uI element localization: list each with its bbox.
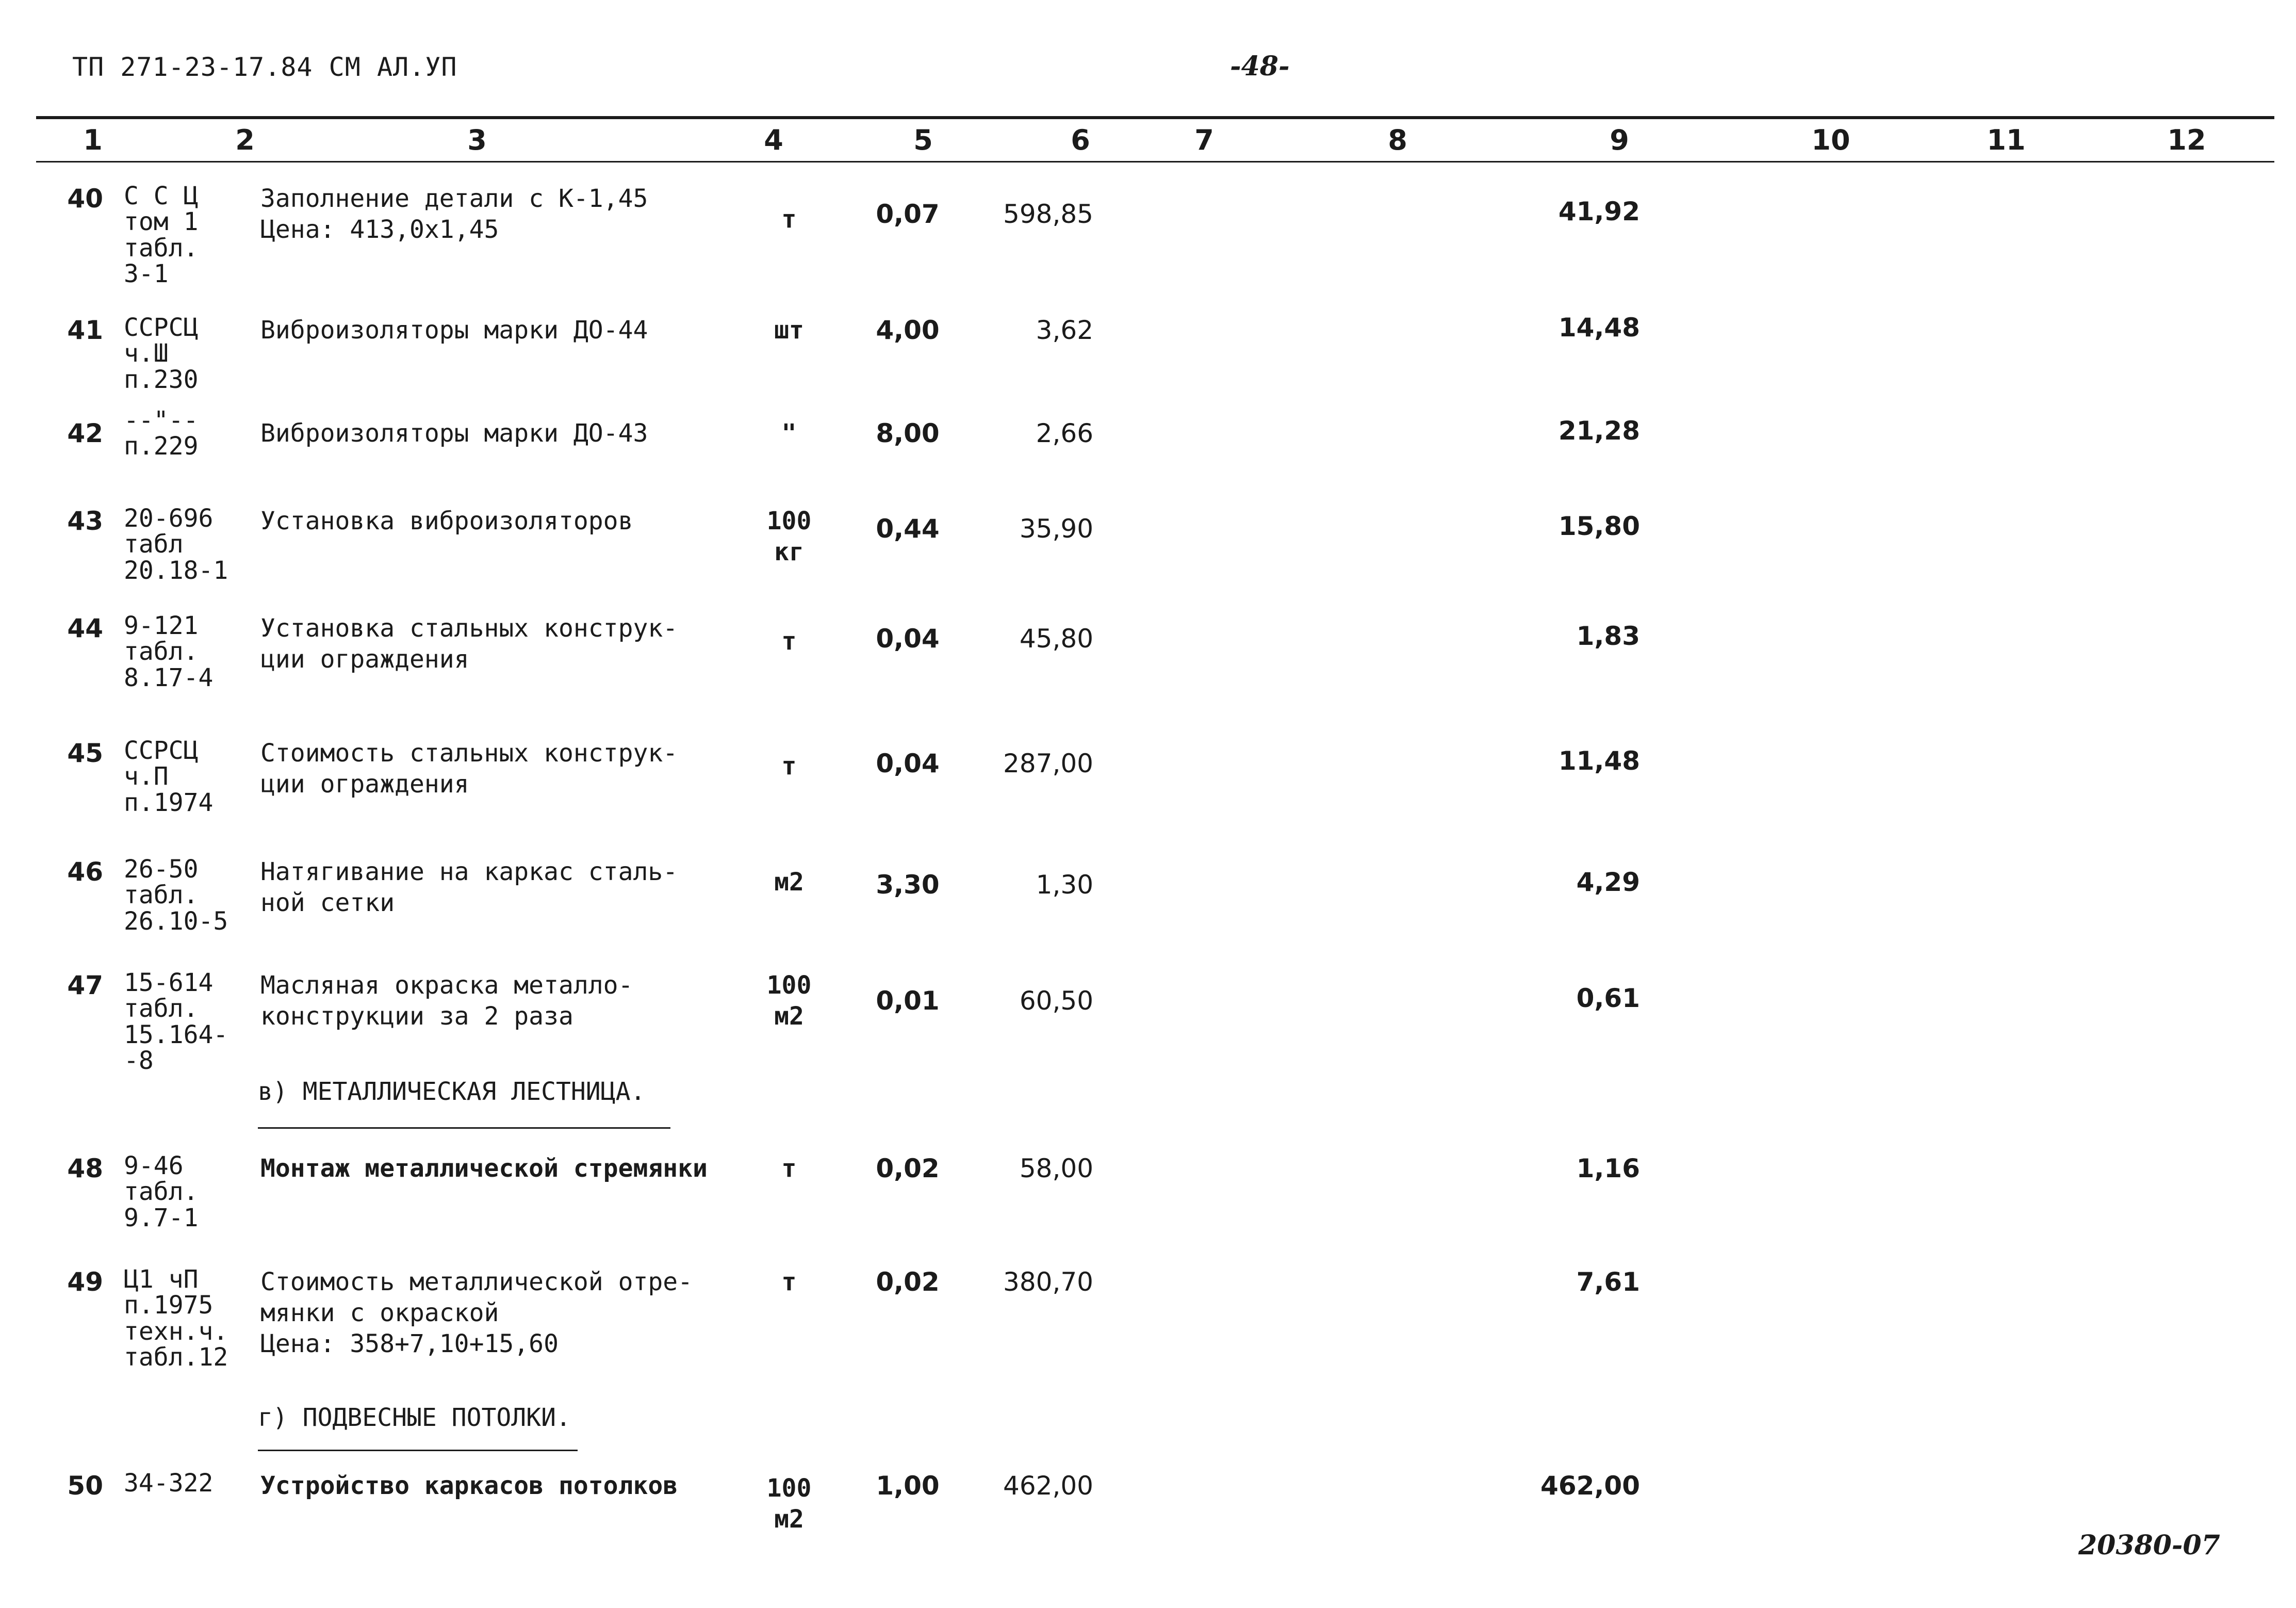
row-total: 0,61 (1576, 983, 1640, 1013)
row-total: 14,48 (1558, 313, 1640, 343)
row-code: ССРСЦ ч.П п.1974 (124, 736, 214, 817)
row-qty: 4,00 (876, 315, 940, 345)
section-underline (258, 1450, 578, 1451)
row-number: 44 (67, 613, 103, 643)
row-code: ССРСЦ ч.Ш п.230 (124, 313, 199, 394)
row-name: Установка стальных конструк- ции ограждения (260, 614, 678, 674)
document-code: ТП 271-23-17.84 СМ АЛ.УП (72, 52, 457, 82)
row-total: 462,00 (1540, 1471, 1640, 1501)
row-qty: 8,00 (876, 418, 940, 448)
row-code: 9-121 табл. 8.17-4 (124, 611, 214, 692)
row-name: Виброизоляторы марки ДО-44 (260, 316, 648, 345)
row-code: --"-- п.229 (124, 406, 199, 461)
row-number: 41 (67, 315, 103, 345)
row-price: 287,00 (1003, 749, 1093, 778)
section-heading-metal-stairs: в) МЕТАЛЛИЧЕСКАЯ ЛЕСТНИЦА. (258, 1077, 646, 1106)
row-price: 58,00 (1019, 1154, 1093, 1183)
row-price: 60,50 (1019, 986, 1093, 1016)
row-name: Устройство каркасов потолков (260, 1471, 678, 1500)
row-number: 48 (67, 1154, 103, 1183)
row-unit: 100 кг (766, 507, 812, 566)
row-qty: 3,30 (876, 870, 940, 900)
col-head-10: 10 (1811, 124, 1850, 156)
row-total: 11,48 (1558, 746, 1640, 776)
col-head-1: 1 (83, 124, 103, 156)
row-qty: 0,04 (876, 624, 940, 654)
row-name: Стоимость металлической отре- мянки с окраской Цена: 358+7,10+15,60 (260, 1268, 693, 1358)
row-number: 43 (67, 506, 103, 536)
archive-stamp: 20380-07 (2078, 1530, 2220, 1561)
table-top-rule (36, 116, 2274, 119)
row-name: Заполнение детали с К-1,45 Цена: 413,0х1,45 (260, 184, 648, 244)
col-head-4: 4 (764, 124, 783, 156)
row-unit: м2 (774, 868, 804, 897)
row-qty: 1,00 (876, 1471, 940, 1501)
row-unit: т (781, 1154, 797, 1183)
row-unit: т (781, 752, 797, 781)
row-qty: 0,04 (876, 749, 940, 778)
row-number: 45 (67, 738, 103, 768)
row-code: 34-322 (124, 1469, 214, 1498)
row-code: 26-50 табл. 26.10-5 (124, 855, 228, 936)
row-price: 2,66 (1036, 418, 1093, 448)
header-bottom-rule (36, 161, 2274, 163)
row-number: 50 (67, 1471, 103, 1501)
row-unit: 100 м2 (766, 971, 812, 1031)
row-name: Монтаж металлической стремянки (260, 1154, 708, 1183)
row-number: 47 (67, 970, 103, 1000)
row-qty: 0,44 (876, 514, 940, 544)
row-qty: 0,01 (876, 986, 940, 1016)
row-total: 7,61 (1576, 1267, 1640, 1297)
row-qty: 0,02 (876, 1267, 940, 1297)
row-number: 49 (67, 1267, 103, 1297)
row-price: 380,70 (1003, 1267, 1093, 1297)
row-total: 4,29 (1576, 867, 1640, 897)
col-head-9: 9 (1610, 124, 1629, 156)
row-name: Стоимость стальных конструк- ции ограждения (260, 739, 678, 799)
row-number: 46 (67, 857, 103, 887)
row-total: 1,83 (1576, 621, 1640, 651)
col-head-3: 3 (467, 124, 487, 156)
row-code: 9-46 табл. 9.7-1 (124, 1151, 199, 1232)
col-head-7: 7 (1194, 124, 1214, 156)
row-unit: т (781, 205, 797, 234)
row-unit: 100 м2 (766, 1474, 812, 1534)
row-unit: т (781, 1268, 797, 1296)
row-number: 42 (67, 418, 103, 448)
row-price: 3,62 (1036, 315, 1093, 345)
section-underline (258, 1127, 670, 1129)
row-total: 1,16 (1576, 1154, 1640, 1183)
row-unit: т (781, 627, 797, 656)
row-price: 35,90 (1019, 514, 1093, 544)
row-total: 15,80 (1558, 511, 1640, 541)
col-head-5: 5 (913, 124, 933, 156)
row-price: 1,30 (1036, 870, 1093, 900)
row-name: Установка виброизоляторов (260, 507, 633, 535)
row-code: Ц1 чП п.1975 техн.ч. табл.12 (124, 1265, 228, 1372)
page-number: -48- (1230, 51, 1290, 82)
row-number: 40 (67, 184, 103, 214)
row-unit: " (781, 419, 797, 448)
row-name: Масляная окраска металло- конструкции за 2 раза (260, 971, 633, 1031)
col-head-8: 8 (1388, 124, 1407, 156)
row-qty: 0,07 (876, 199, 940, 229)
col-head-6: 6 (1071, 124, 1090, 156)
row-price: 598,85 (1003, 199, 1093, 229)
row-unit: шт (774, 316, 804, 345)
col-head-12: 12 (2167, 124, 2206, 156)
row-price: 462,00 (1003, 1471, 1093, 1501)
row-name: Виброизоляторы марки ДО-43 (260, 419, 648, 448)
row-code: С С Ц том 1 табл. 3-1 (124, 182, 199, 289)
row-price: 45,80 (1019, 624, 1093, 654)
row-total: 41,92 (1558, 197, 1640, 226)
col-head-11: 11 (1987, 124, 2026, 156)
row-qty: 0,02 (876, 1154, 940, 1183)
row-name: Натягивание на каркас сталь- ной сетки (260, 857, 678, 917)
row-code: 20-696 табл 20.18-1 (124, 504, 228, 585)
row-total: 21,28 (1558, 416, 1640, 446)
col-head-2: 2 (235, 124, 255, 156)
row-code: 15-614 табл. 15.164- -8 (124, 968, 228, 1076)
section-heading-suspended-ceilings: г) ПОДВЕСНЫЕ ПОТОЛКИ. (258, 1403, 571, 1432)
